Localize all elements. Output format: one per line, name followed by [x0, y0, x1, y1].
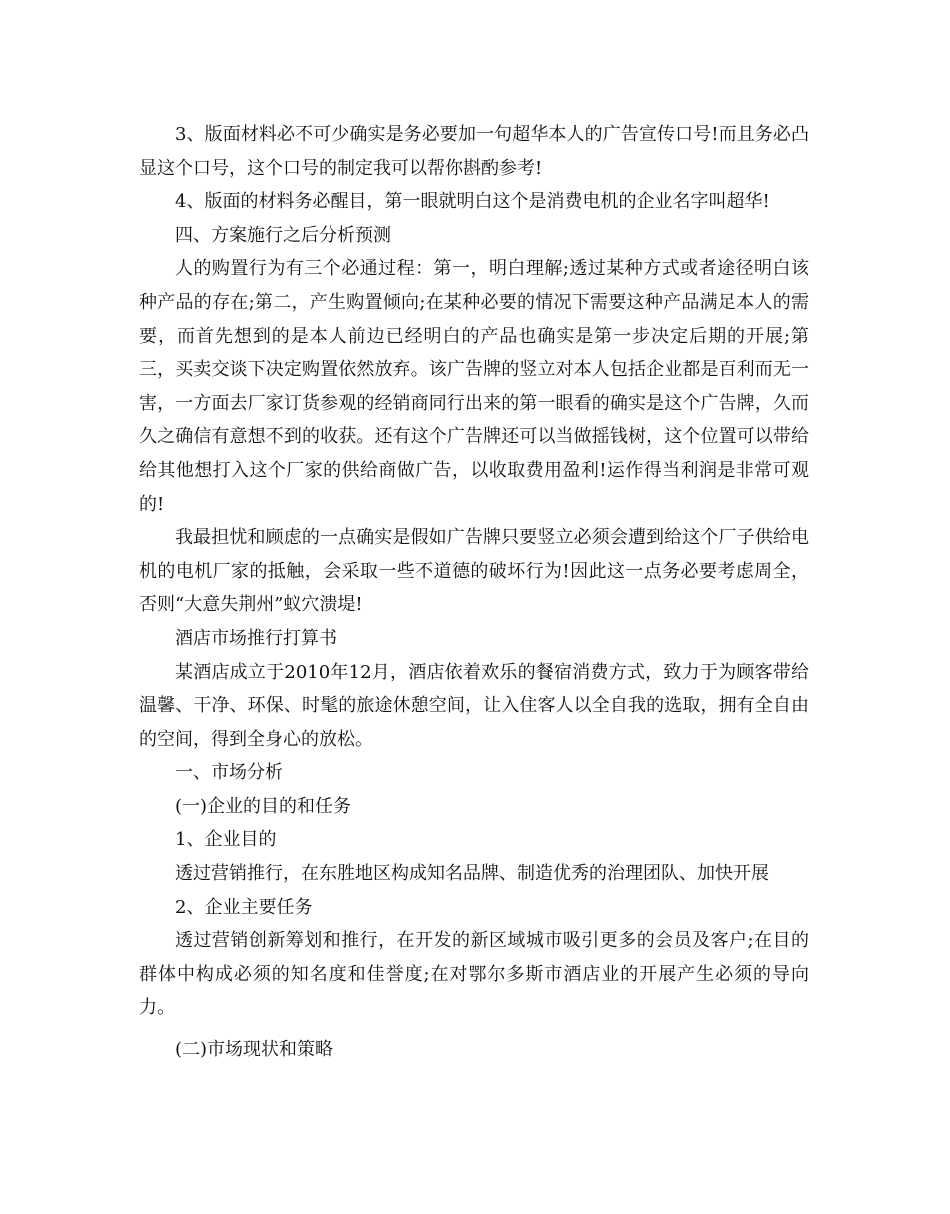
document-title-hotel-plan: 酒店市场推行打算书 [175, 627, 337, 649]
paragraph-hotel-intro: 某酒店成立于2010年12月，酒店依着欢乐的餐宿消费方式，致力于为顾客带给温馨、干净、环保、时髦的旅途休憩空间，让入住客人以全自我的选取，拥有全自由的空间，得到全身心的放松。 [139, 661, 809, 750]
paragraph-eye-catching-material: 4、版面的材料务必醒目，第一眼就明白这个是消费电机的企业名字叫超华! [175, 191, 770, 213]
paragraph-slogan-requirement: 3、版面材料必不可少确实是务必要加一句超华本人的广告宣传口号!而且务必凸显这个口号，这个口号的制定我可以帮你斟酌参考! [139, 124, 809, 179]
subheading-market-status: (二)市场现状和策略 [175, 1039, 334, 1061]
item-heading-main-tasks: 2、企业主要任务 [175, 896, 313, 918]
paragraph-company-goal: 透过营销推行，在东胜地区构成知名品牌、制造优秀的治理团队、加快开展 [175, 863, 769, 885]
paragraph-purchase-process: 人的购置行为有三个必通过程：第一，明白理解;透过某种方式或者途径明白该种产品的存在;第二，产生购置倾向;在某种必要的情况下需要这种产品满足本人的需要，而首先想到的是本人前边已经明白的产品也确实是第一步决定后期的开展;第三，买卖交谈下决定购置依然放弃。该广告牌的竖立对本人包括企业都是百利而无一害，一方面去厂家订货参观的经销商同行出来的第一眼看的确实是这个广告牌，久而久之确信有意想不到的收获。还有这个广告牌还可以当做摇钱树，这个位置可以带给给其他想打入这个厂家的供给商做广告，以收取费用盈利!运作得当利润是非常可观的! [139, 258, 809, 515]
paragraph-main-tasks: 透过营销创新筹划和推行，在开发的新区域城市吸引更多的会员及客户;在目的群体中构成必须的知名度和佳誉度;在对鄂尔多斯市酒店业的开展产生必须的导向力。 [139, 930, 809, 1019]
section-heading-market-analysis: 一、市场分析 [175, 762, 283, 784]
subheading-goals-tasks: (一)企业的目的和任务 [175, 795, 352, 817]
paragraph-concerns: 我最担忧和顾虑的一点确实是假如广告牌只要竖立必须会遭到给这个厂子供给电机的电机厂家的抵触，会采取一些不道德的破坏行为!因此这一点务必要考虑周全，否则“大意失荆州”蚁穴溃堤! [139, 527, 809, 616]
section-heading-forecast: 四、方案施行之后分析预测 [175, 224, 391, 246]
item-heading-company-goal: 1、企业目的 [175, 829, 277, 851]
document-body [139, 118, 809, 1067]
